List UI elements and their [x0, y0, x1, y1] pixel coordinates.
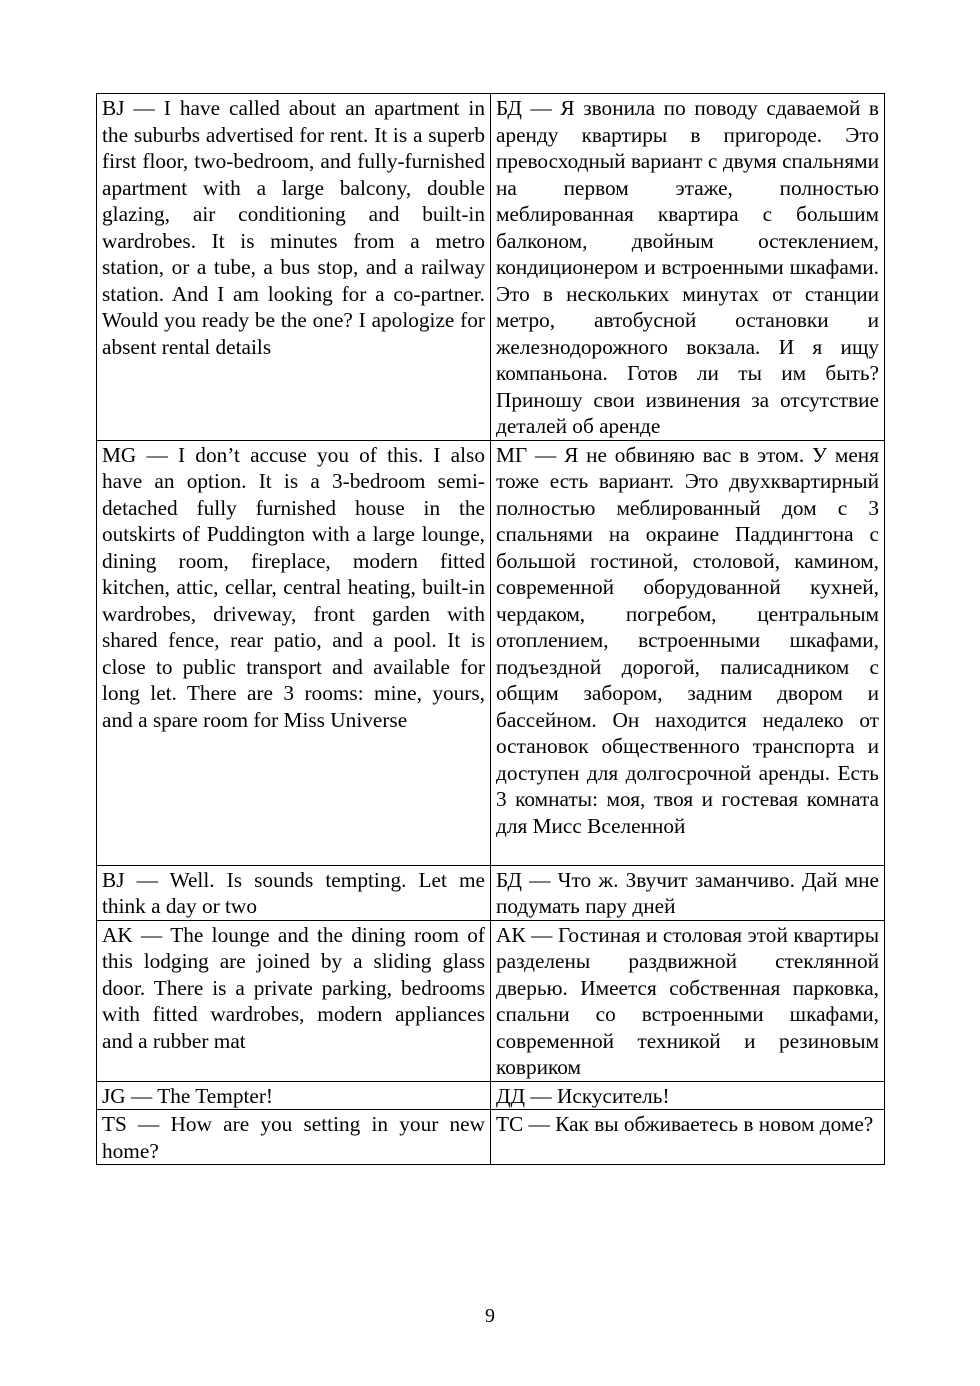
- russian-cell: БД — Что ж. Звучит заманчиво. Дай мне подумать пару дней: [491, 865, 885, 920]
- english-cell: AK — The lounge and the dining room of this lodging are joined by a sliding glass door. There is a private parking, bedrooms with fitted wardrobes, modern appliances and a rubber mat: [97, 920, 491, 1081]
- bilingual-dialogue-table: [96, 93, 885, 1165]
- english-cell: BJ — I have called about an apartment in the suburbs advertised for rent. It is a superb first floor, two-bedroom, and fully-furnished apartment with a large balcony, double glazing, air conditioning and built-in wardrobes. It is minutes from a metro station, or a tube, a bus stop, and a railway station. And I am looking for a co-partner. Would you ready be the one? I apologize for absent rental details: [97, 94, 491, 441]
- table-row: [97, 1110, 885, 1165]
- russian-cell: АК — Гостиная и столовая этой квартиры разделены раздвижной стеклянной дверью. Имеется собственная парковка, спальни со встроенными шкафами, современной техникой и резиновым ковриком: [491, 920, 885, 1081]
- english-cell: TS — How are you setting in your new home?: [97, 1110, 491, 1165]
- english-cell: MG — I don’t accuse you of this. I also have an option. It is a 3-bedroom semi-detached fully furnished house in the outskirts of Puddington with a large lounge, dining room, fireplace, modern fitted kitchen, attic, cellar, central heating, built-in wardrobes, driveway, front garden with shared fence, rear patio, and a pool. It is close to public transport and available for long let. There are 3 rooms: mine, yours, and a spare room for Miss Universe: [97, 440, 491, 865]
- english-cell: JG — The Tempter!: [97, 1081, 491, 1110]
- russian-cell: БД — Я звонила по поводу сдаваемой в аренду квартиры в пригороде. Это превосходный вариант с двумя спальнями на первом этаже, полностью меблированная квартира с большим балконом, двойным остеклением, кондиционером и встроенными шкафами. Это в нескольких минутах от станции метро, автобусной остановки и железнодорожного вокзала. И я ищу компаньона. Готов ли ты им быть? Приношу свои извинения за отсутствие деталей об аренде: [491, 94, 885, 441]
- table-row: [97, 920, 885, 1081]
- russian-cell: МГ — Я не обвиняю вас в этом. У меня тоже есть вариант. Это двухквартирный полностью меблированный дом с 3 спальнями на окраине Паддингтона с большой гостиной, столовой, камином, современной оборудованной кухней, чердаком, погребом, центральным отоплением, встроенными шкафами, подъездной дорогой, палисадником с общим забором, задним двором и бассейном. Он находится недалеко от остановок общественного транспорта и доступен для долгосрочной аренды. Есть 3 комнаты: моя, твоя и гостевая комната для Мисс Вселенной: [491, 440, 885, 865]
- table-row: [97, 1081, 885, 1110]
- table-row: [97, 94, 885, 441]
- page-number: 9: [485, 1305, 495, 1327]
- table-row: [97, 440, 885, 865]
- russian-cell: ТС — Как вы обживаетесь в новом доме?: [491, 1110, 885, 1165]
- russian-cell: ДД — Искуситель!: [491, 1081, 885, 1110]
- english-cell: BJ — Well. Is sounds tempting. Let me think a day or two: [97, 865, 491, 920]
- table-row: [97, 865, 885, 920]
